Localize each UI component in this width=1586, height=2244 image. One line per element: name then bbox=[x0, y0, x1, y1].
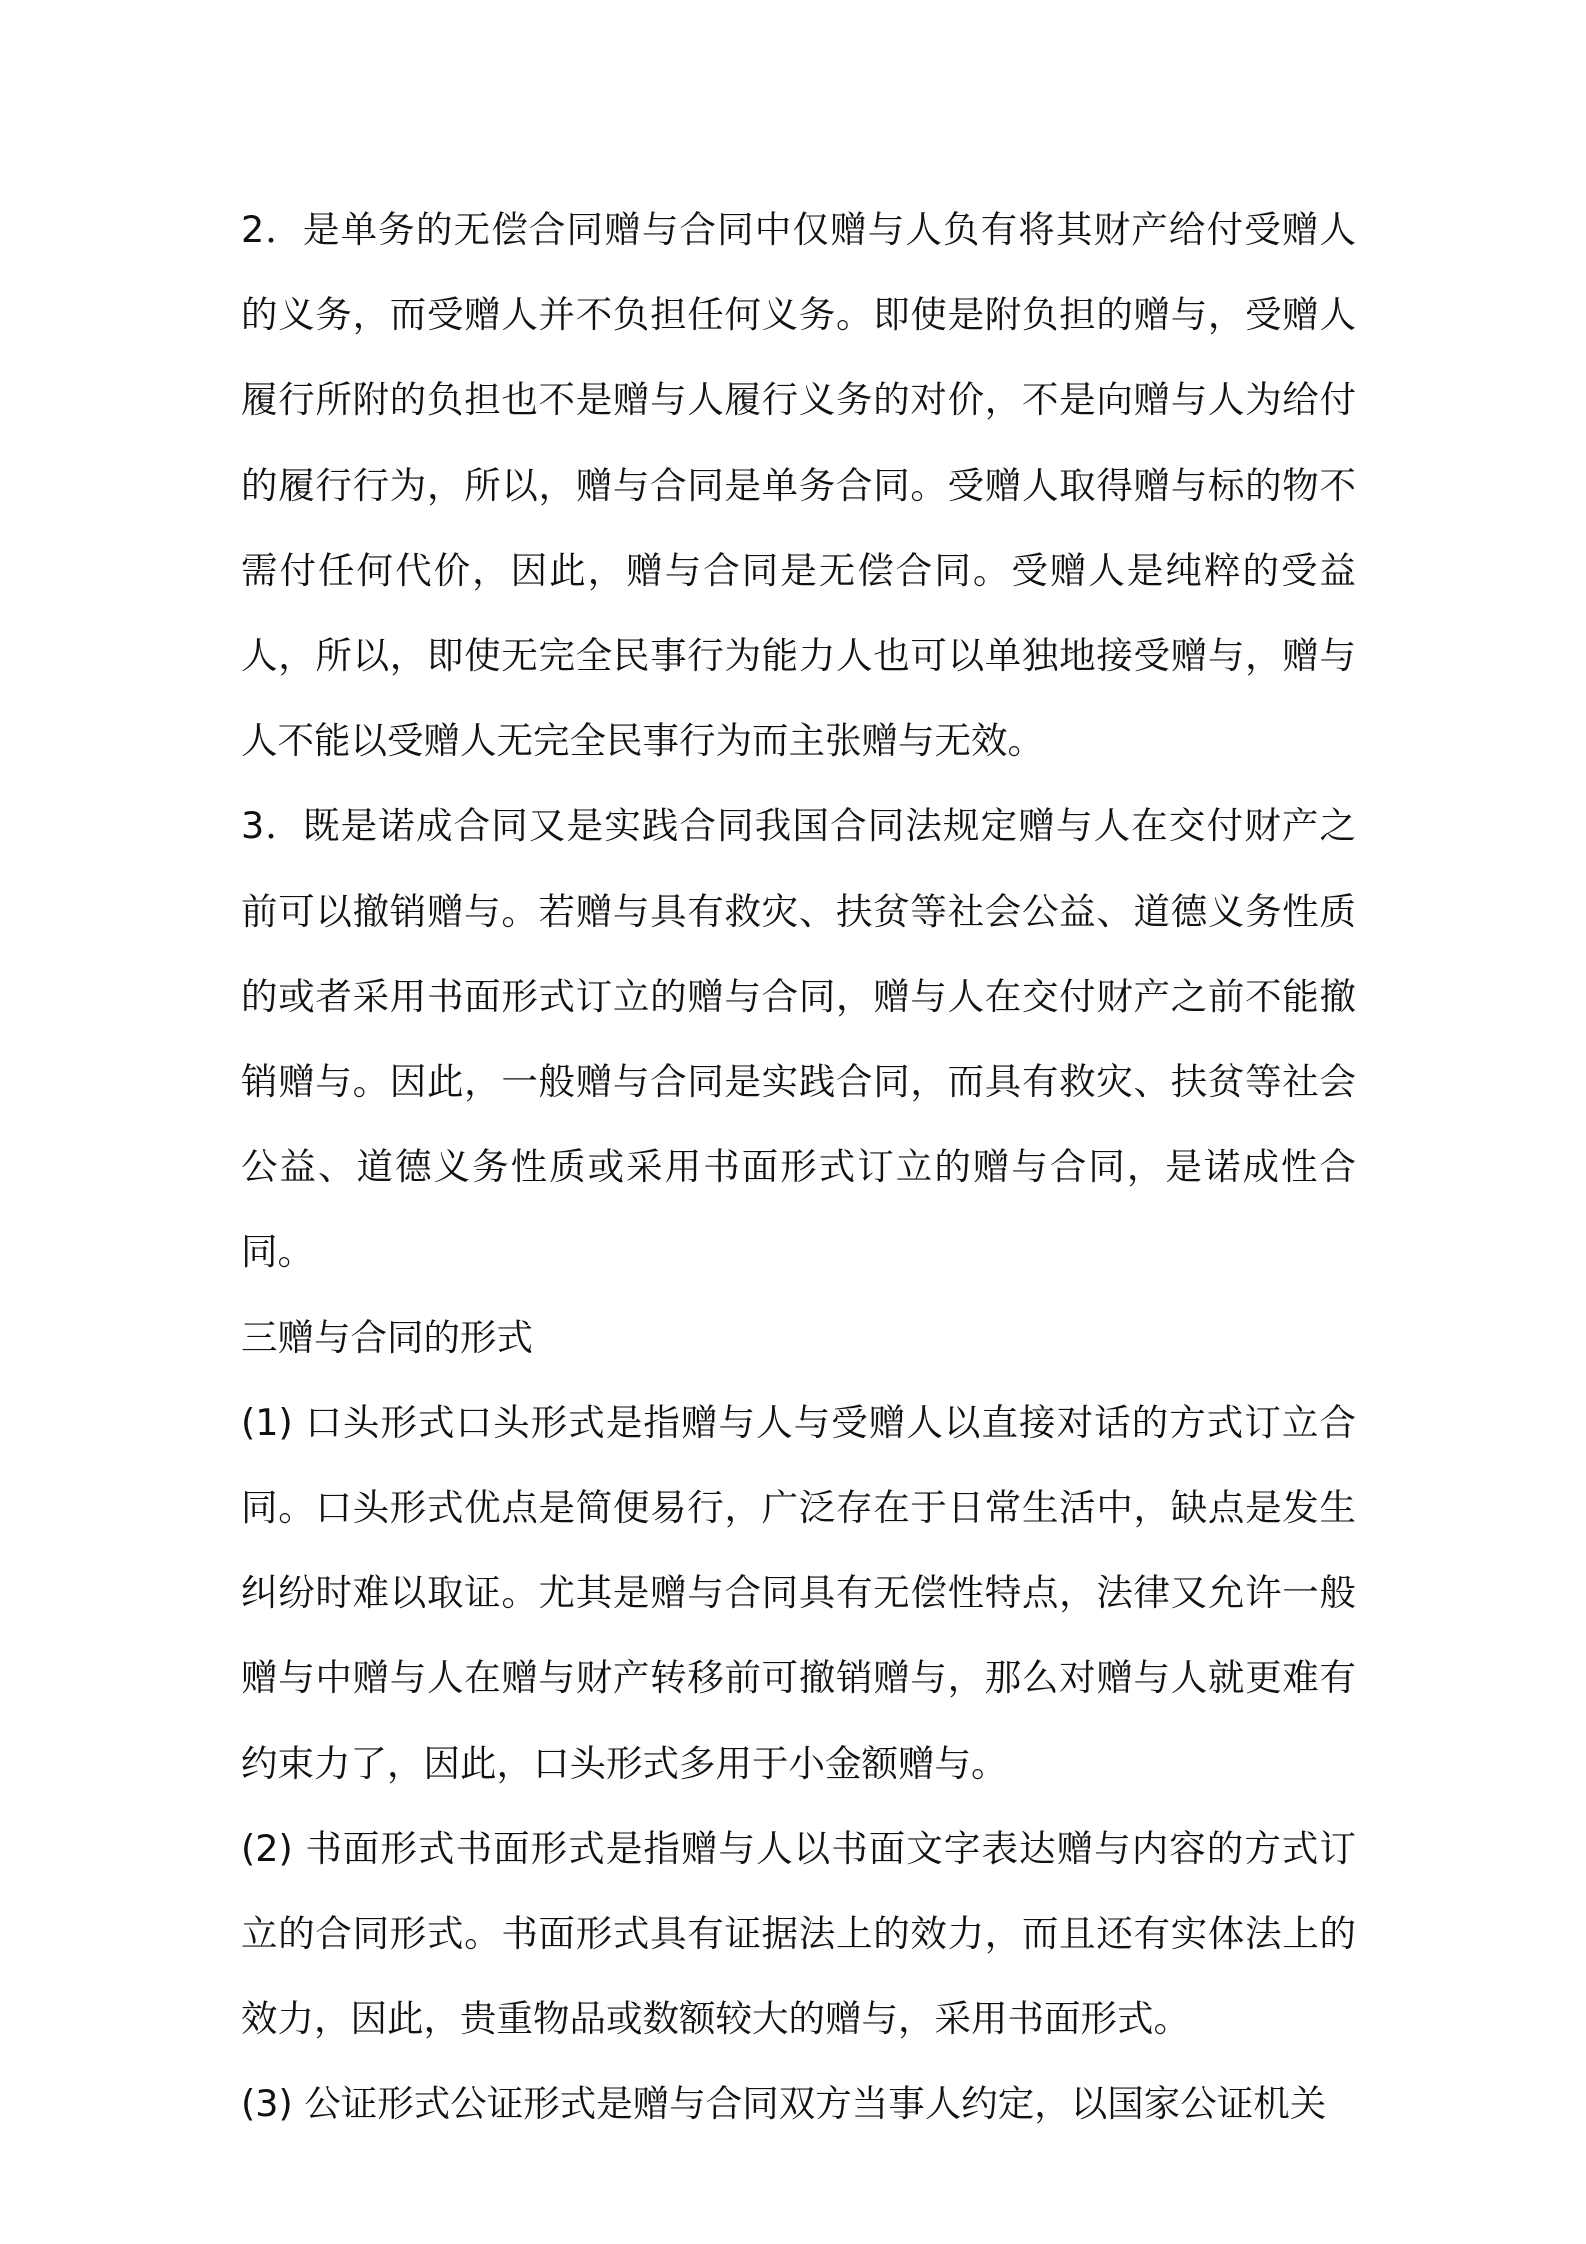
section-heading-form: 三赠与合同的形式 bbox=[241, 1315, 533, 1359]
paragraph-written-form: (2) 书面形式书面形式是指赠与人以书面文字表达赠与内容的方式订立的合同形式。书面形式具有证据法上的效力，而且还有实体法上的效力，因此，贵重物品或数额较大的赠与，采用书面形式。 bbox=[241, 1826, 1356, 2041]
paragraph-unilateral-gratuitous: 2．是单务的无偿合同赠与合同中仅赠与人负有将其财产给付受赠人的义务，而受赠人并不负担任何义务。即使是附负担的赠与，受赠人履行所附的负担也不是赠与人履行义务的对价，不是向赠与人为给付的履行行为，所以，赠与合同是单务合同。受赠人取得赠与标的物不需付任何代价，因此，赠与合同是无偿合同。受赠人是纯粹的受益人，所以，即使无完全民事行为能力人也可以单独地接受赠与，赠与人不能以受赠人无完全民事行为而主张赠与无效。 bbox=[241, 208, 1356, 763]
document-body bbox=[241, 187, 1356, 2147]
paragraph-consensual-and-real: 3．既是诺成合同又是实践合同我国合同法规定赠与人在交付财产之前可以撤销赠与。若赠与具有救灾、扶贫等社会公益、道德义务性质的或者采用书面形式订立的赠与合同，赠与人在交付财产之前不能撤销赠与。因此，一般赠与合同是实践合同，而具有救灾、扶贫等社会公益、道德义务性质或采用书面形式订立的赠与合同，是诺成性合同。 bbox=[241, 804, 1356, 1274]
paragraph-notarial-form: (3) 公证形式公证形式是赠与合同双方当事人约定，以国家公证机关 bbox=[241, 2082, 1327, 2126]
paragraph-oral-form: (1) 口头形式口头形式是指赠与人与受赠人以直接对话的方式订立合同。口头形式优点是简便易行，广泛存在于日常生活中，缺点是发生纠纷时难以取证。尤其是赠与合同具有无偿性特点，法律又允许一般赠与中赠与人在赠与财产转移前可撤销赠与，那么对赠与人就更难有约束力了，因此，口头形式多用于小金额赠与。 bbox=[241, 1400, 1356, 1785]
